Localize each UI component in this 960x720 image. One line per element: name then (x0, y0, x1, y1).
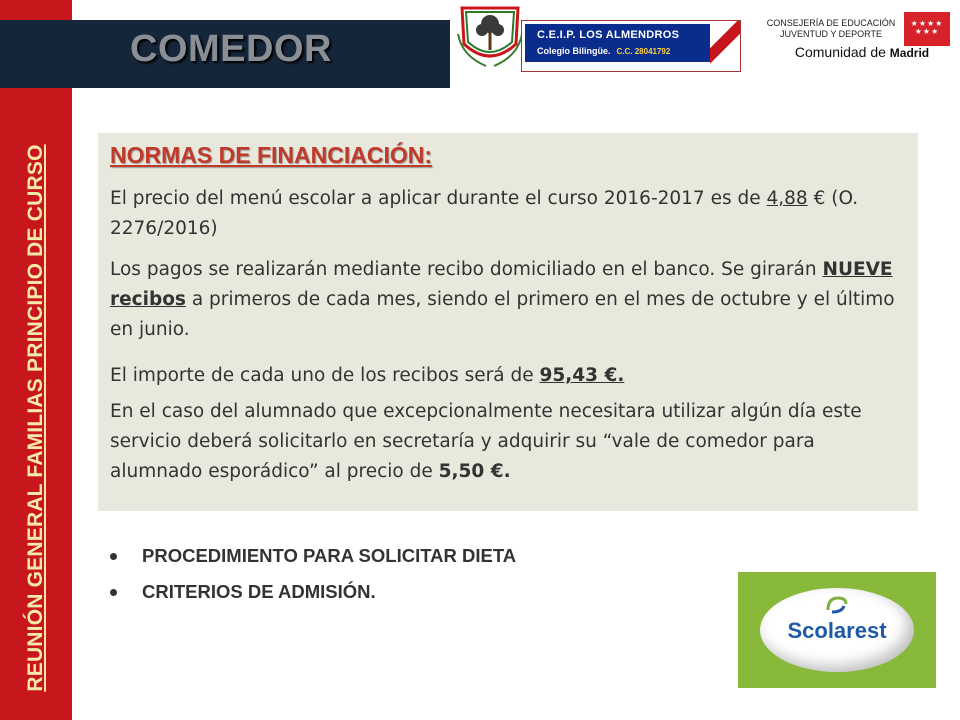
scolarest-name: Scolarest (787, 618, 887, 643)
list-item (110, 538, 516, 574)
bullet-label: PROCEDIMIENTO PARA SOLICITAR DIETA (142, 545, 517, 566)
paragraph-payments-text-b: a primeros de cada mes, siendo el primero en el mes de octubre y el último en junio. (110, 289, 895, 340)
paragraph-price-text-b: € (O. 2276/2016) (110, 188, 859, 239)
department-name (764, 18, 898, 40)
paragraph-amount-text: El importe de cada uno de los recibos será de (110, 365, 540, 386)
paragraph-sporadic (110, 397, 900, 487)
school-badge-stripe (710, 21, 740, 69)
school-badge (521, 20, 741, 72)
department-line-1: CONSEJERÍA DE EDUCACIÓN (766, 18, 896, 28)
bullet-icon (110, 553, 117, 560)
paragraph-price-text-a: El precio del menú escolar a aplicar durante el curso 2016-2017 es de (110, 188, 767, 209)
scolarest-logo (738, 572, 936, 688)
receipt-count: NUEVE recibos (110, 259, 893, 310)
school-subtitle (537, 46, 670, 56)
school-subtitle-text: Colegio Bilingüe. (537, 46, 611, 56)
list-item (110, 574, 516, 610)
bullet-icon (110, 589, 117, 596)
paragraph-amount (110, 361, 900, 391)
bullet-list (110, 538, 516, 610)
vertical-section-label: REUNIÓN GENERAL FAMILIAS PRINCIPIO DE CURSO (24, 144, 47, 692)
sporadic-price: 5,50 €. (438, 461, 511, 482)
section-title: NORMAS DE FINANCIACIÓN: (110, 142, 432, 168)
region-label: Madrid (889, 46, 930, 60)
madrid-stars-icon: ★★★★ ★★★ (910, 19, 944, 36)
school-name: C.E.I.P. LOS ALMENDROS (537, 29, 680, 41)
community-name (764, 44, 960, 60)
school-crest-icon (456, 4, 524, 70)
school-badge-panel (525, 24, 715, 62)
swirl-icon (824, 594, 850, 616)
paragraph-payments-text-a: Los pagos se realizarán mediante recibo domiciliado en el banco. Se girarán (110, 259, 823, 280)
school-code: C.C. 28041792 (616, 47, 671, 56)
community-label: Comunidad de (794, 44, 886, 60)
paragraph-payments (110, 255, 900, 345)
paragraph-sporadic-text: En el caso del alumnado que excepcionalmente necesitara utilizar algún día este servicio deberá solicitarlo en secretaría y adquirir su “vale de comedor para alumnado esporádico” al precio de (110, 401, 862, 482)
page-title: COMEDOR (130, 28, 332, 70)
bullet-label: CRITERIOS DE ADMISIÓN. (142, 581, 376, 602)
department-line-2: JUVENTUD Y DEPORTE (779, 29, 883, 39)
scolarest-oval (760, 588, 914, 672)
menu-price: 4,88 (766, 188, 808, 209)
madrid-flag-icon (904, 12, 950, 46)
receipt-amount: 95,43 €. (539, 365, 625, 386)
paragraph-price (110, 184, 900, 244)
